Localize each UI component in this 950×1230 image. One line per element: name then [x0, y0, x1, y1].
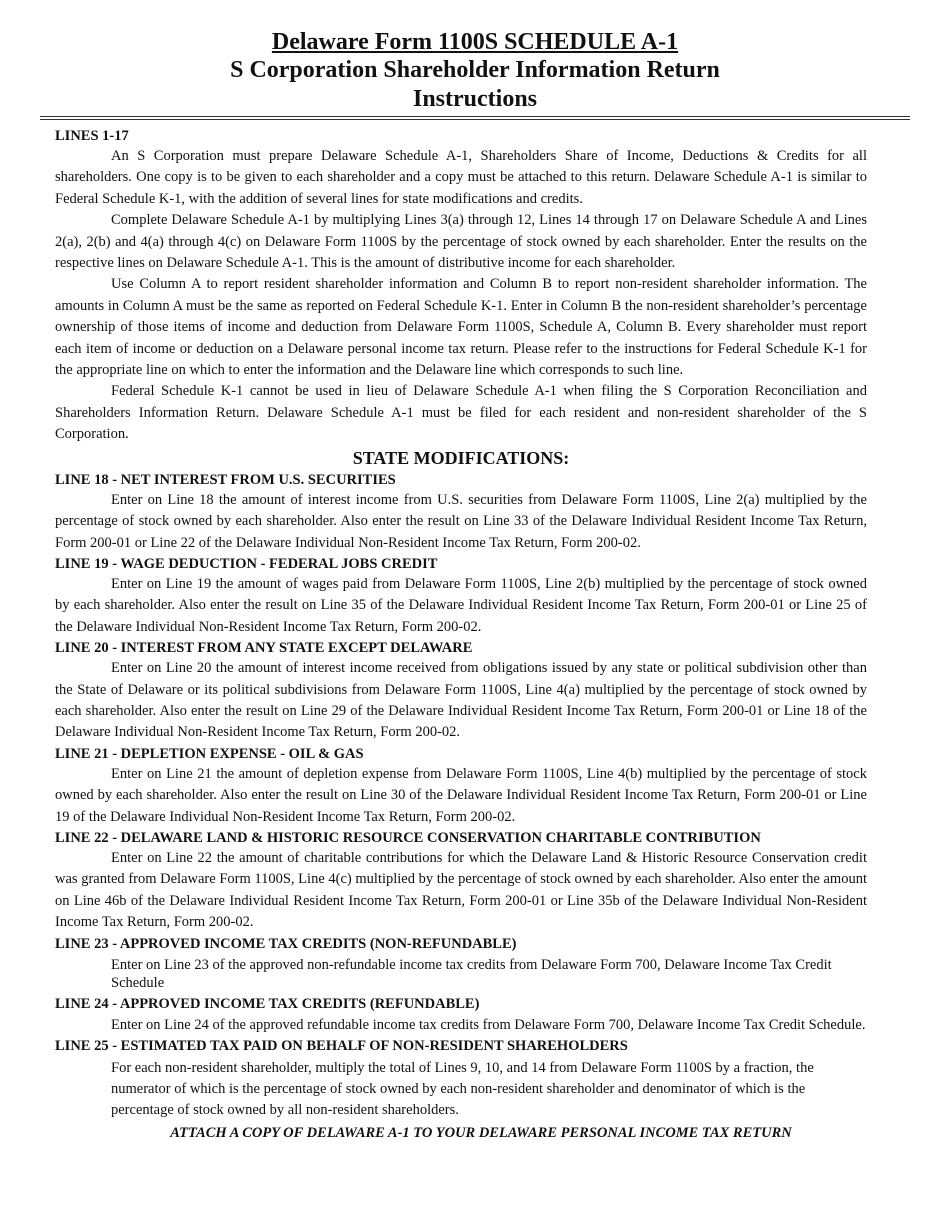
- line-24-text: Enter on Line 24 of the approved refundable income tax credits from Delaware Form 700, Delaware Income Tax Credit Schedule.: [111, 1016, 866, 1033]
- line-18-text: Enter on Line 18 the amount of interest income from U.S. securities from Delaware Form 1100S, Line 2(a) multiplied by the percentage of stock owned by each shareholder. Also enter the result on Line 33 of the Delaware Individual Resident Income Tax Return, Form 200-01 or Line 22 of the Delaware Individual Non-Resident Income Tax Return, Form 200-02.: [55, 491, 867, 551]
- line-25-text: For each non-resident shareholder, multiply the total of Lines 9, 10, and 14 from Delaware Form 1100S by a fraction, the numerator of which is the percentage of stock owned by each non-resident shareholder and denominator of which is the percentage of stock owned by all non-resident shareholders.: [111, 1059, 814, 1118]
- paragraph-columns: Use Column A to report resident shareholder information and Column B to report non-resident shareholder information. The amounts in Column A must be the same as reported on Federal Schedule K-1. Enter in Column B the non-resident shareholder’s percentage ownership of those items of income and deduction from Delaware Form 1100S, Schedule A, Column B. Every shareholder must report each item of income or deduction on a Delaware personal income tax return. Please refer to the instructions for Federal Schedule K-1 for the appropriate line on which to enter the information and the Delaware line which corresponds to such line.: [55, 276, 867, 379]
- section-heading-lines-1-17: LINES 1-17: [55, 128, 129, 144]
- line-21-text: Enter on Line 21 the amount of depletion expense from Delaware Form 1100S, Line 4(b) multiplied by the percentage of stock owned by each shareholder. Also enter the result on Line 30 of the Delaware Individual Resident Income Tax Return, Form 200-01 or Line 19 of the Delaware Individual Non-Resident Income Tax Return, Form 200-02.: [55, 765, 867, 825]
- line-19-text: Enter on Line 19 the amount of wages paid from Delaware Form 1100S, Line 2(b) multiplied by the percentage of stock owned by each shareholder. Also enter the result on Line 35 of the Delaware Individual Resident Income Tax Return, Form 200-01 or Line 25 of the Delaware Individual Non-Resident Income Tax Return, Form 200-02.: [55, 575, 867, 635]
- attach-copy-note: ATTACH A COPY OF DELAWARE A-1 TO YOUR DELAWARE PERSONAL INCOME TAX RETURN: [170, 1124, 792, 1141]
- line-25-heading: LINE 25 - ESTIMATED TAX PAID ON BEHALF OF NON-RESIDENT SHAREHOLDERS: [55, 1037, 628, 1054]
- line-20-heading: LINE 20 - INTEREST FROM ANY STATE EXCEPT DELAWARE: [55, 640, 473, 657]
- line-20-text: Enter on Line 20 the amount of interest income received from obligations issued by any state or political subdivision other than the State of Delaware or its political subdivisions from Delaware Form 1100S, Line 4(a) multiplied by the percentage of stock owned by each shareholder. Also enter the result on Line 29 of the Delaware Individual Resident Income Tax Return, Form 200-01 or Line 18 of the Delaware Individual Non-Resident Income Tax Return, Form 200-02.: [55, 660, 867, 741]
- form-title: Delaware Form 1100S SCHEDULE A-1: [271, 29, 679, 55]
- document-header: [0, 0, 950, 114]
- paragraph-intro: An S Corporation must prepare Delaware Schedule A-1, Shareholders Share of Income, Deductions & Credits for all shareholders. One copy is to be given to each shareholder and a copy must be attached to this return. Delaware Schedule A-1 is similar to Federal Schedule K-1, with the addition of several lines for state modifications and credits.: [55, 148, 867, 207]
- instructions-title: Instructions: [412, 86, 538, 112]
- instructions-body: [55, 126, 867, 1143]
- form-subtitle: S Corporation Shareholder Information Return: [230, 57, 720, 83]
- line-23-text: Enter on Line 23 of the approved non-refundable income tax credits from Delaware Form 700, Delaware Income Tax Credit Schedule: [111, 956, 832, 991]
- state-modifications-heading: STATE MODIFICATIONS:: [352, 447, 570, 468]
- line-18-heading: LINE 18 - NET INTEREST FROM U.S. SECURITIES: [55, 471, 396, 488]
- line-24-heading: LINE 24 - APPROVED INCOME TAX CREDITS (REFUNDABLE): [55, 995, 480, 1012]
- line-19-heading: LINE 19 - WAGE DEDUCTION - FEDERAL JOBS CREDIT: [55, 555, 438, 572]
- line-22-text: Enter on Line 22 the amount of charitable contributions for which the Delaware Land & Historic Resource Conservation credit was granted from Delaware Form 1100S, Line 4(c) multiplied by the percentage of stock owned by each shareholder. Also enter the amount on Line 46b of the Delaware Individual Resident Income Tax Return, Form 200-01 or Line 35b of the Delaware Individual Non-Resident Income Tax Return, Form 200-02.: [55, 849, 867, 931]
- line-22-heading: LINE 22 - DELAWARE LAND & HISTORIC RESOURCE CONSERVATION CHARITABLE CONTRIBUTION: [55, 829, 761, 846]
- paragraph-complete-schedule: Complete Delaware Schedule A-1 by multiplying Lines 3(a) through 12, Lines 14 through 17 on Delaware Schedule A and Lines 2(a), 2(b) and 4(a) through 4(c) on Delaware Form 1100S by the percentage of stock owned by each shareholder. Enter the results on the respective lines on Delaware Schedule A-1. This is the amount of distributive income for each shareholder.: [55, 212, 867, 272]
- header-double-rule: [40, 116, 910, 120]
- line-23-heading: LINE 23 - APPROVED INCOME TAX CREDITS (NON-REFUNDABLE): [55, 935, 517, 952]
- paragraph-federal-k1: Federal Schedule K-1 cannot be used in lieu of Delaware Schedule A-1 when filing the S Corporation Reconciliation and Shareholders Information Return. Delaware Schedule A-1 must be filed for each resident and non-resident shareholder of the S Corporation.: [55, 383, 867, 443]
- rule-top: [40, 116, 910, 117]
- line-21-heading: LINE 21 - DEPLETION EXPENSE - OIL & GAS: [55, 745, 364, 762]
- rule-bottom: [40, 119, 910, 120]
